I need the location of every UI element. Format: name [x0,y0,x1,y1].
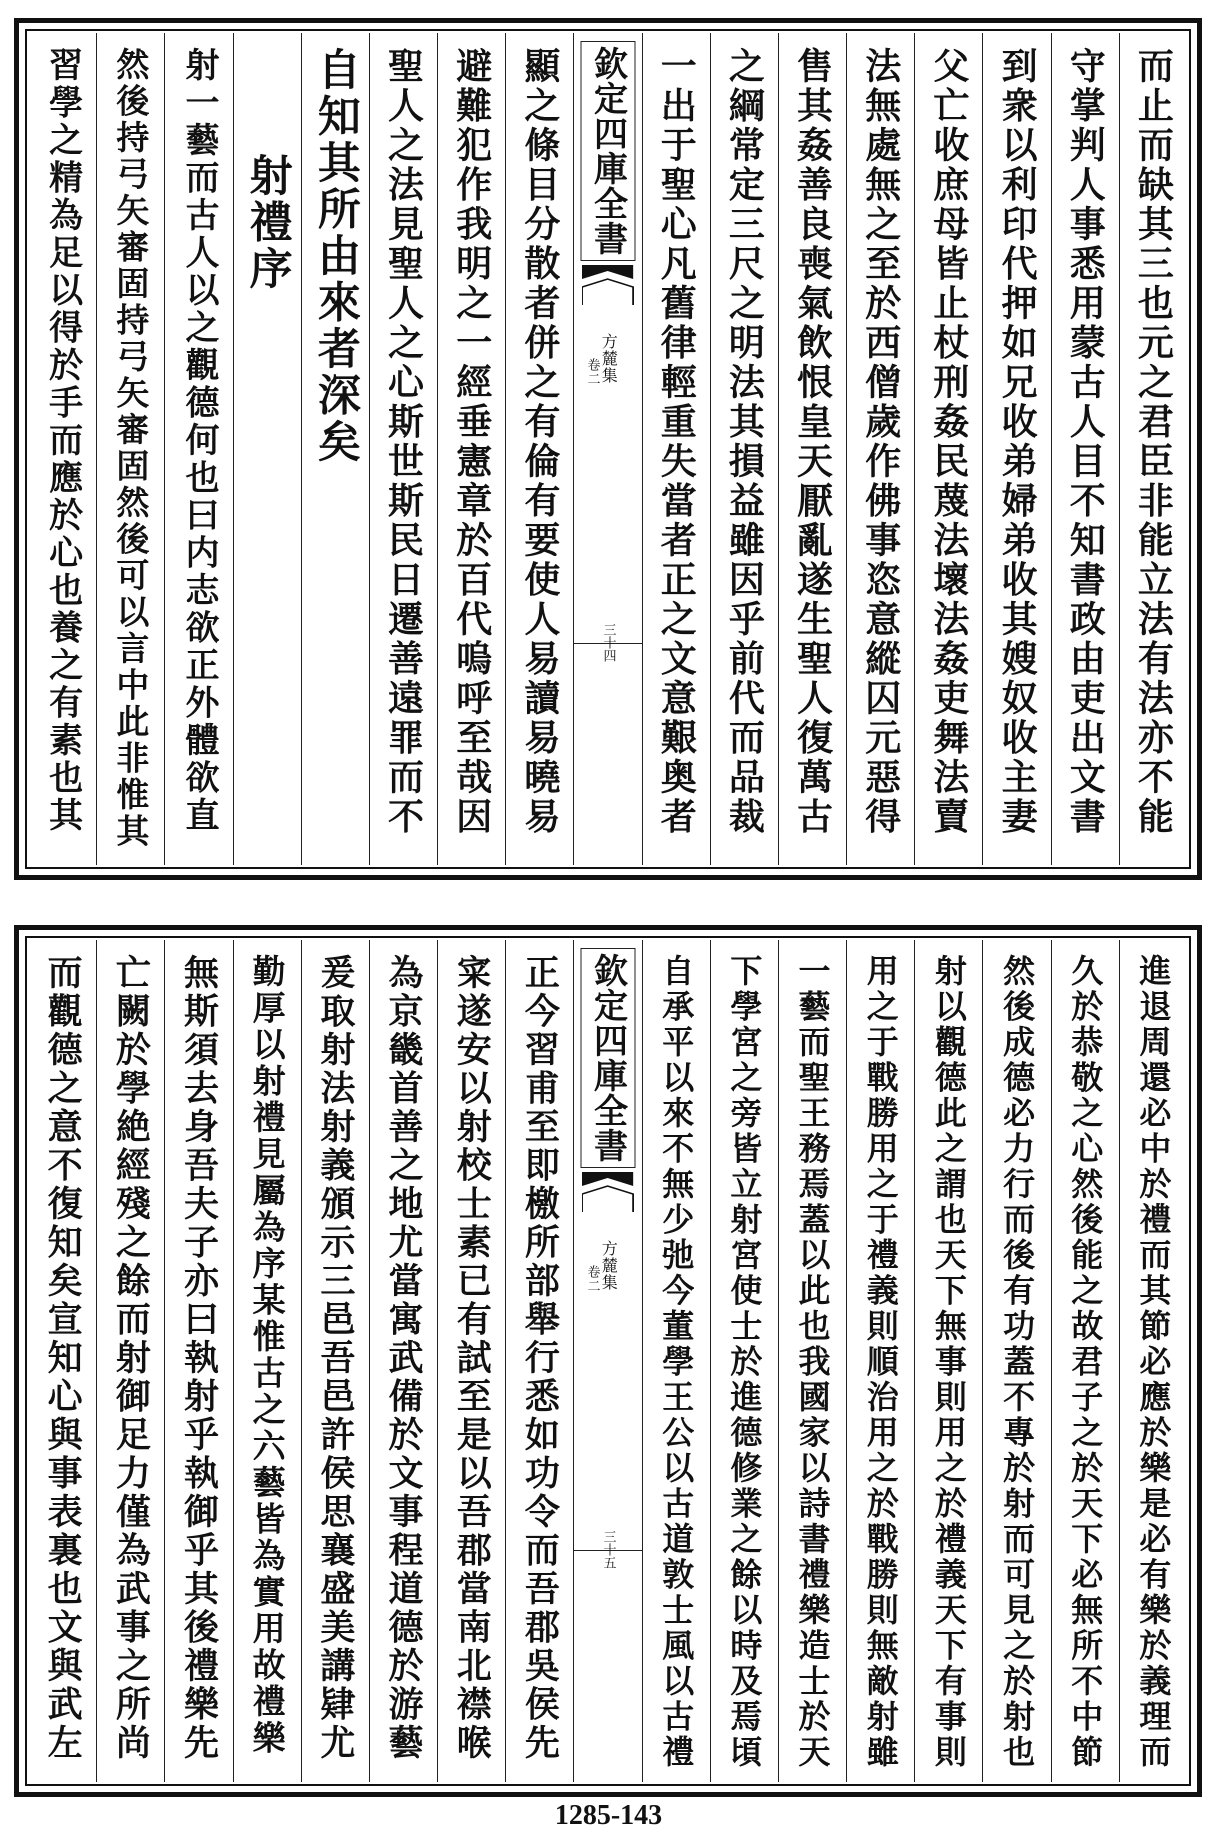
text-column [1051,940,1119,1782]
banner-folio-number: 三十五 [600,1530,616,1569]
banner-juan: 卷二 [584,1265,600,1293]
text-column [301,940,369,1782]
page-number: 1285-143 [554,1800,663,1831]
text-column [642,33,710,865]
column-text: 顯之條目分散者併之有倫有要使人易讀易曉易 [518,47,561,837]
column-text: 之綱常定三尺之明法其損益雖因乎前代而品裁 [723,47,766,837]
column-text: 正今習甫至即檄所部舉行悉如功令而吾郡吳侯先 [519,954,561,1763]
text-column [1119,940,1187,1782]
bottom-page-frame [14,925,1202,1797]
column-text: 父亡收庶母皆止杖刑姦民蔑法壞法姦吏舞法賣 [927,47,970,837]
center-banner [573,33,641,865]
fishtail-mark-icon [582,1172,633,1212]
column-text: 下學宮之旁皆立射宮使士於進德修業之餘以時及焉頃 [725,954,764,1771]
text-column [233,940,301,1782]
text-column [914,33,982,865]
column-text: 而止而缺其三也元之君臣非能立法有法亦不能 [1132,47,1175,837]
column-text: 自承平以來不無少弛今董學王公以古道敦士風以古禮 [657,954,696,1771]
text-column [437,33,505,865]
text-column [164,940,232,1782]
column-text: 寀遂安以射校士素已有試至是以吾郡當南北襟喉 [451,954,493,1763]
column-text: 亡闕於學絶經殘之餘而射御足力僅為武事之所尚 [110,954,152,1763]
text-column [710,940,778,1782]
text-column [96,33,164,865]
column-text: 自知其所由來者深矣 [310,47,361,466]
text-column [233,33,301,865]
column-text: 避難犯作我明之一經垂憲章於百代嗚呼至哉因 [450,47,493,837]
banner-book-title: 方麓集 [599,333,619,384]
top-page-frame [14,18,1202,880]
center-banner [573,940,641,1782]
text-column [505,940,573,1782]
column-text: 為京畿首善之地尤當寓武備於文事程道德於游藝 [383,954,425,1763]
text-column [96,940,164,1782]
text-column [710,33,778,865]
text-column [778,33,846,865]
column-text: 進退周還必中於禮而其節必應於樂是必有樂於義理而 [1134,954,1173,1771]
text-column [29,940,96,1782]
column-text: 習學之精為足以得於手而應於心也養之有素也其 [42,47,83,835]
column-text: 然後成德必力行而後有功蓋不專於射而可見之於射也 [998,954,1037,1771]
column-text: 射以觀德此之謂也天下無事則用之於禮義天下有事則 [929,954,968,1771]
column-text: 爰取射法射義頒示三邑吾邑許侯思襄盛美講肄尤 [314,954,356,1763]
column-text: 久於恭敬之心然後能之故君子之於天下必無所不中節 [1066,954,1105,1771]
column-text: 而觀德之意不復知矣宣知心與事表裏也文與武左 [42,954,84,1763]
top-page-columns [29,33,1187,865]
column-text: 一藝而聖王務焉蓋以此也我國家以詩書禮樂造士於天 [793,954,832,1771]
text-column [29,33,96,865]
text-column [1051,33,1119,865]
column-text: 無斯須去身吾夫子亦曰執射乎執御乎其後禮樂先 [178,954,220,1763]
column-text: 售其姦善良喪氣飲恨皇天厭亂遂生聖人復萬古 [791,47,834,837]
text-column [846,33,914,865]
text-column [369,33,437,865]
text-column [778,940,846,1782]
text-column [164,33,232,865]
column-text: 聖人之法見聖人之心斯世斯民日遷善遠罪而不 [382,47,425,837]
section-heading: 射禮序 [242,153,293,293]
column-text: 法無處無之至於西僧歲作佛事恣意縱囚元惡得 [859,47,902,837]
text-column [1119,33,1187,865]
text-column [301,33,369,865]
banner-title: 欽定四庫全書 [581,41,636,261]
text-column [505,33,573,865]
banner-title: 欽定四庫全書 [581,948,636,1168]
text-column [437,940,505,1782]
banner-juan: 卷二 [584,358,600,386]
fishtail-mark-icon [582,265,633,305]
column-text: 一出于聖心凡舊律輕重失當者正之文意艱奥者 [655,47,698,837]
column-text: 到衆以利印代押如兄收弟婦弟收其嫂奴收主妻 [996,47,1039,837]
bottom-page-columns [29,940,1187,1782]
banner-folio-number: 三十四 [600,623,616,662]
banner-book-title: 方麓集 [599,1240,619,1291]
text-column [846,940,914,1782]
column-text: 射一藝而古人以之觀德何也曰内志欲正外體欲直 [179,47,219,835]
text-column [914,940,982,1782]
text-column [642,940,710,1782]
text-column [369,940,437,1782]
column-text: 然後持弓矢審固持弓矢審固然後可以言中此非惟其 [111,47,151,850]
column-text: 守掌判人事悉用蒙古人目不知書政由吏出文書 [1064,47,1107,837]
text-column [982,33,1050,865]
text-column [982,940,1050,1782]
column-text: 用之于戰勝用之于禮義則順治用之於戰勝則無敵射雖 [861,954,900,1771]
column-text: 勤厚以射禮見屬為序某惟古之六藝皆為實用故禮樂 [247,954,287,1757]
